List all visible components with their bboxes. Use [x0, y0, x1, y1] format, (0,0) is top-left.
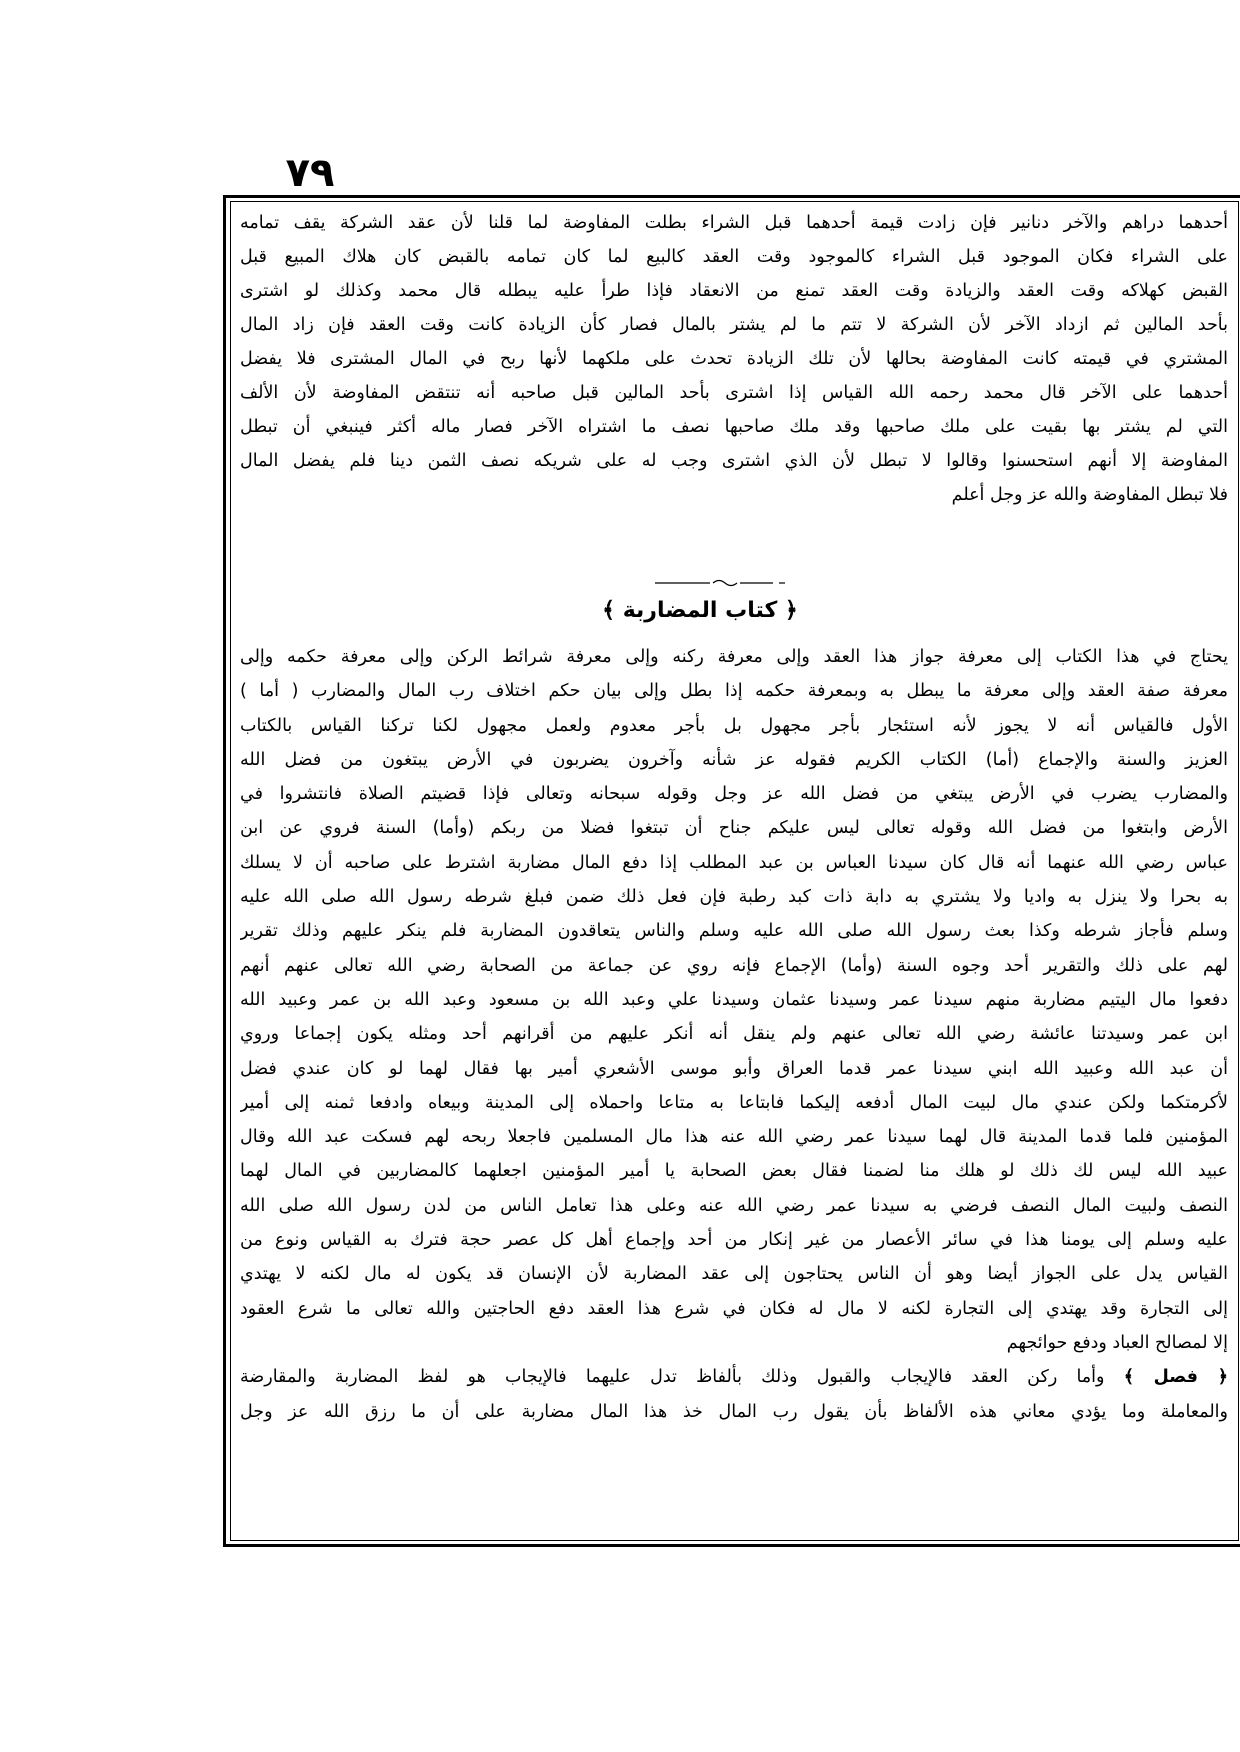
text-line: إلا لمصالح العباد ودفع حوائجهم: [1006, 1332, 1228, 1353]
text-line: يحتاج في هذا الكتاب إلى معرفة جواز هذا العقد وإلى معرفة ركنه وإلى معرفة شرائط الركن وإلى معرفة حكمه وإلى: [240, 647, 1228, 667]
text-line: والمضارب يضرب في الأرض يبتغي من فضل الله عز وجل وقوله سبحانه وتعالى فإذا قضيتم الصلاة فانتشروا في: [240, 784, 1228, 805]
text-line: النصف ولبيت المال النصف فرضي به سيدنا عمر رضي الله عنه وعلى هذا تعامل الناس من لدن رسول الله صلى الله: [240, 1195, 1228, 1216]
text-line: وسلم فأجاز شرطه وكذا بعث رسول الله صلى الله عليه وسلم والناس يتعاقدون المضاربة فلم ينكر عليهم وذلك تقرير: [240, 921, 1228, 942]
text-line: المشتري في قيمته كانت المفاوضة بحالها لأن تلك الزيادة تحدث على ملكهما لأنها ربح في المال المشترى فلا يفضل: [240, 349, 1228, 369]
text-line: الأرض وابتغوا من فضل الله وقوله تعالى ليس عليكم جناح أن تبتغوا فضلا من ربكم (وأما) السنة فروي عن ابن: [240, 818, 1228, 839]
text-line: القياس يدل على الجواز أيضا وهو أن الناس يحتاجون إلى عقد المضاربة لأن الإنسان قد يكون له مال لكنه لا يهتدي: [240, 1264, 1228, 1285]
section-one-text: [240, 206, 1228, 512]
text-line: عليه وسلم إلى يومنا هذا في سائر الأعصار من غير إنكار من أحد وإجماع أهل كل عصر حجة فترك به القياس ونوع من: [240, 1230, 1228, 1251]
text-line: المؤمنين فلما قدما المدينة قال لهما سيدنا عمر رضي الله عنه هذا مال المسلمين فاجعلا ربحه لهم فسكت عبد الله وقال: [240, 1127, 1228, 1148]
text-line: أحدهما دراهم والآخر دنانير فإن زادت قيمة أحدهما قبل الشراء بطلت المفاوضة لما قلنا لأن عقد الشركة يقف تمامه: [240, 213, 1228, 233]
text-line: والمعاملة وما يؤدي معاني هذه الألفاظ بأن يقول رب المال خذ هذا المال مضاربة على أن ما رزق الله عز وجل: [240, 1401, 1228, 1422]
text-line: لهم على ذلك والتقرير أحد وجوه السنة (وأما) الإجماع فإنه روي عن جماعة من الصحابة رضي الله تعالى عنهم أنهم: [240, 955, 1228, 976]
text-line: أن عبد الله وعبيد الله ابني سيدنا عمر قدما العراق وأبو موسى الأشعري أمير بها فقال لهما لو كان عندي فضل: [240, 1058, 1228, 1079]
text-line: العزيز والسنة والإجماع (أما) الكتاب الكريم فقوله عز شأنه وآخرون يضربون في الأرض يبتغون من فضل الله: [240, 749, 1228, 770]
text-line: به بحرا ولا ينزل به واديا ولا يشتري به دابة ذات كبد رطبة فإن فعل ذلك ضمن فبلغ شرطه رسول الله صلى الله عليه: [240, 887, 1228, 908]
page-number: ٧٩: [285, 150, 335, 196]
text-line: لأكرمتكما ولكن عندي مال لبيت المال أدفعه إليكما فابتاعا به متاعا واحملاه إلى المدينة وبيعاه وادفعا ثمنه إلى أمير: [240, 1092, 1228, 1113]
fasl-text: وأما ركن العقد فالإيجاب والقبول وذلك بألفاظ تدل عليهما فالإيجاب هو لفظ المضاربة والمقارضة: [240, 1367, 1105, 1388]
text-line: على الشراء فكان الموجود قبل الشراء كالموجود وقت العقد كالبيع لما كان تمامه بالقبض كان هلاك المبيع قبل: [240, 247, 1228, 267]
text-line: أحدهما على الآخر قال محمد رحمه الله القياس إذا اشترى بأحد المالين قبل صاحبه أنه تنتقض المفاوضة لأن الألف: [240, 383, 1228, 403]
text-line: عبيد الله ليس لك ذلك لو هلك منا لضمنا فقال بعض الصحابة يا أمير المؤمنين اجعلهما كالمضاربين في المال لهما: [240, 1161, 1228, 1182]
text-line: معرفة صفة العقد وإلى معرفة ما يبطل به وبمعرفة حكمه إذا بطل وإلى بيان حكم اختلاف رب المال والمضارب ( أما ): [240, 681, 1228, 702]
section-divider-ornament: [655, 578, 795, 588]
text-line: بأحد المالين ثم ازداد الآخر لأن الشركة لا تتم ما لم يشتر بالمال فصار كأن الزيادة كانت وقت العقد فإن زاد المال: [240, 315, 1228, 335]
text-line: دفعوا مال اليتيم مضاربة منهم سيدنا عمر وسيدنا عثمان وسيدنا علي وعبد الله بن مسعود وعبد الله بن عمر وعبيد الله: [240, 989, 1228, 1010]
text-line: المفاوضة إلا أنهم استحسنوا وقالوا لا تبطل لأن الذي اشترى وجب له على شريكه نصف الثمن دينا فلم يفضل المال: [240, 451, 1228, 471]
text-line: القبض كهلاكه وقت العقد والزيادة وقت العقد تمنع من الانعقاد فإذا طرأ عليه يبطله قال محمد وكذلك لو اشترى: [240, 281, 1228, 301]
text-line: إلى التجارة وقد يهتدي إلى التجارة لكنه لا مال له فكان في شرع هذا العقد دفع الحاجتين والله تعالى ما شرع العقود: [240, 1298, 1228, 1319]
text-line: عباس رضي الله عنهما أنه قال كان سيدنا العباس بن عبد المطلب إذا دفع المال مضاربة اشترط على صاحبه أن لا يسلك: [240, 852, 1228, 873]
fasl-heading: ﴿ فصل ﴾: [1123, 1367, 1228, 1388]
text-line: التي لم يشتر بها بقيت على ملك صاحبها وقد ملك صاحبها نصف ما اشتراه الآخر فصار ماله أكثر فينبغي أن تبطل: [240, 417, 1228, 437]
section-two-text: [240, 640, 1228, 1429]
chapter-title: ﴿ كتاب المضاربة ﴾: [602, 598, 798, 623]
text-line: فلا تبطل المفاوضة والله عز وجل أعلم: [951, 485, 1228, 505]
fasl-line: [240, 1360, 1228, 1394]
text-line: ابن عمر وسيدتنا عائشة رضي الله تعالى عنهم ولم ينقل أنه أنكر عليهم من أقرانهم أحد ومثله يكون إجماعا وروي: [240, 1024, 1228, 1045]
text-line: الأول فالقياس أنه لا يجوز لأنه استئجار بأجر مجهول بل بأجر معدوم ولعمل مجهول لكنا تركنا القياس بالكتاب: [240, 715, 1228, 736]
